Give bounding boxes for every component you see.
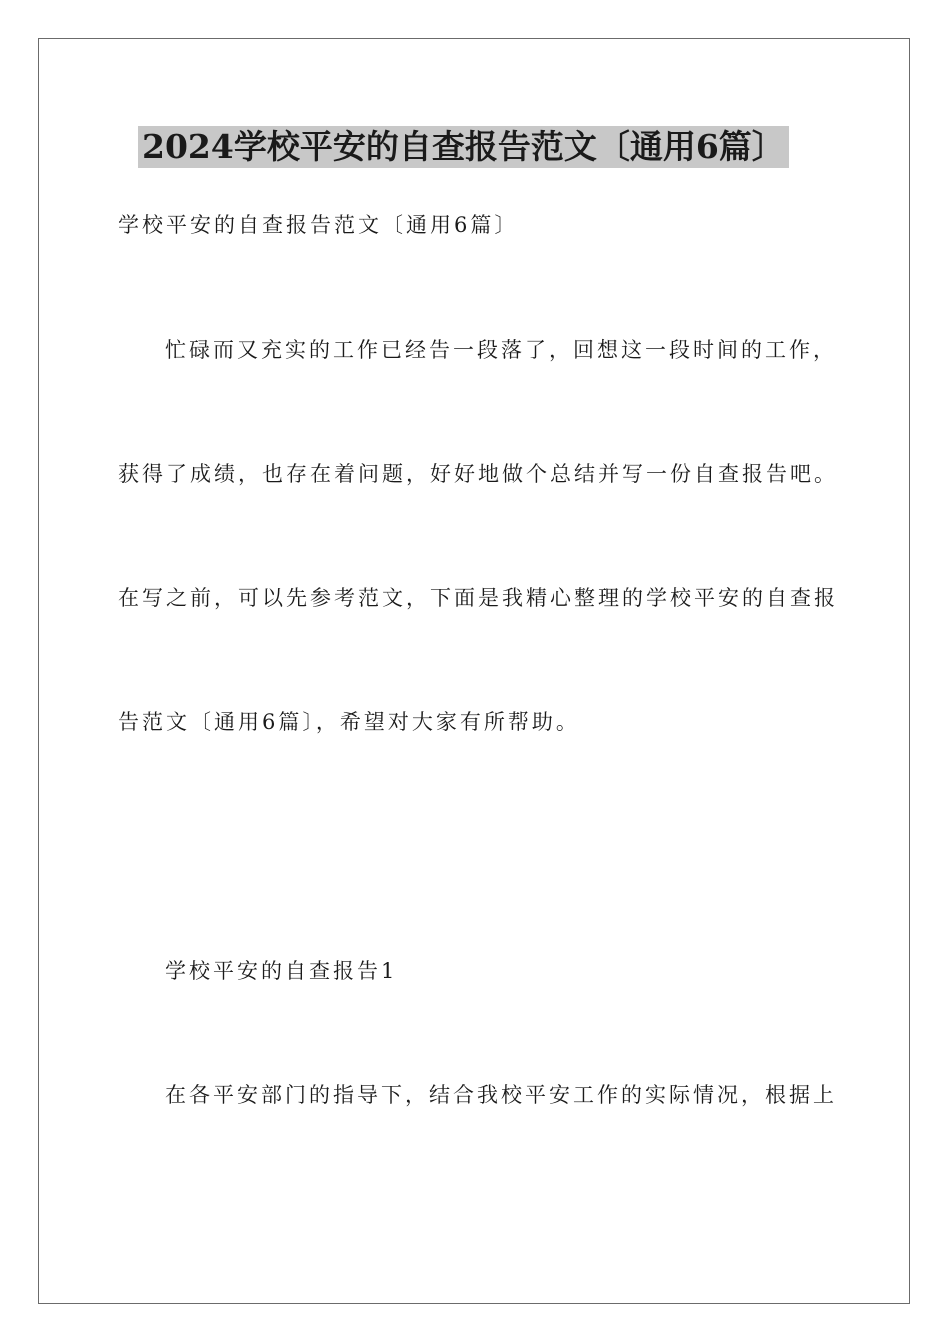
document-title: 2024学校平安的自查报告范文〔通用6篇〕 bbox=[138, 126, 789, 168]
intro-line-3: 在写之前，可以先参考范文，下面是我精心整理的学校平安的自查报 bbox=[118, 586, 838, 610]
section-paragraph-line-1: 在各平安部门的指导下，结合我校平安工作的实际情况，根据上 bbox=[165, 1083, 837, 1107]
intro-line-1: 忙碌而又充实的工作已经告一段落了，回想这一段时间的工作， bbox=[165, 338, 837, 362]
document-subtitle: 学校平安的自查报告范文〔通用6篇〕 bbox=[118, 213, 519, 237]
intro-line-2: 获得了成绩，也存在着问题，好好地做个总结并写一份自查报告吧。 bbox=[118, 462, 838, 486]
intro-line-4: 告范文〔通用6篇〕，希望对大家有所帮助。 bbox=[118, 710, 580, 734]
section-heading: 学校平安的自查报告1 bbox=[165, 959, 398, 983]
